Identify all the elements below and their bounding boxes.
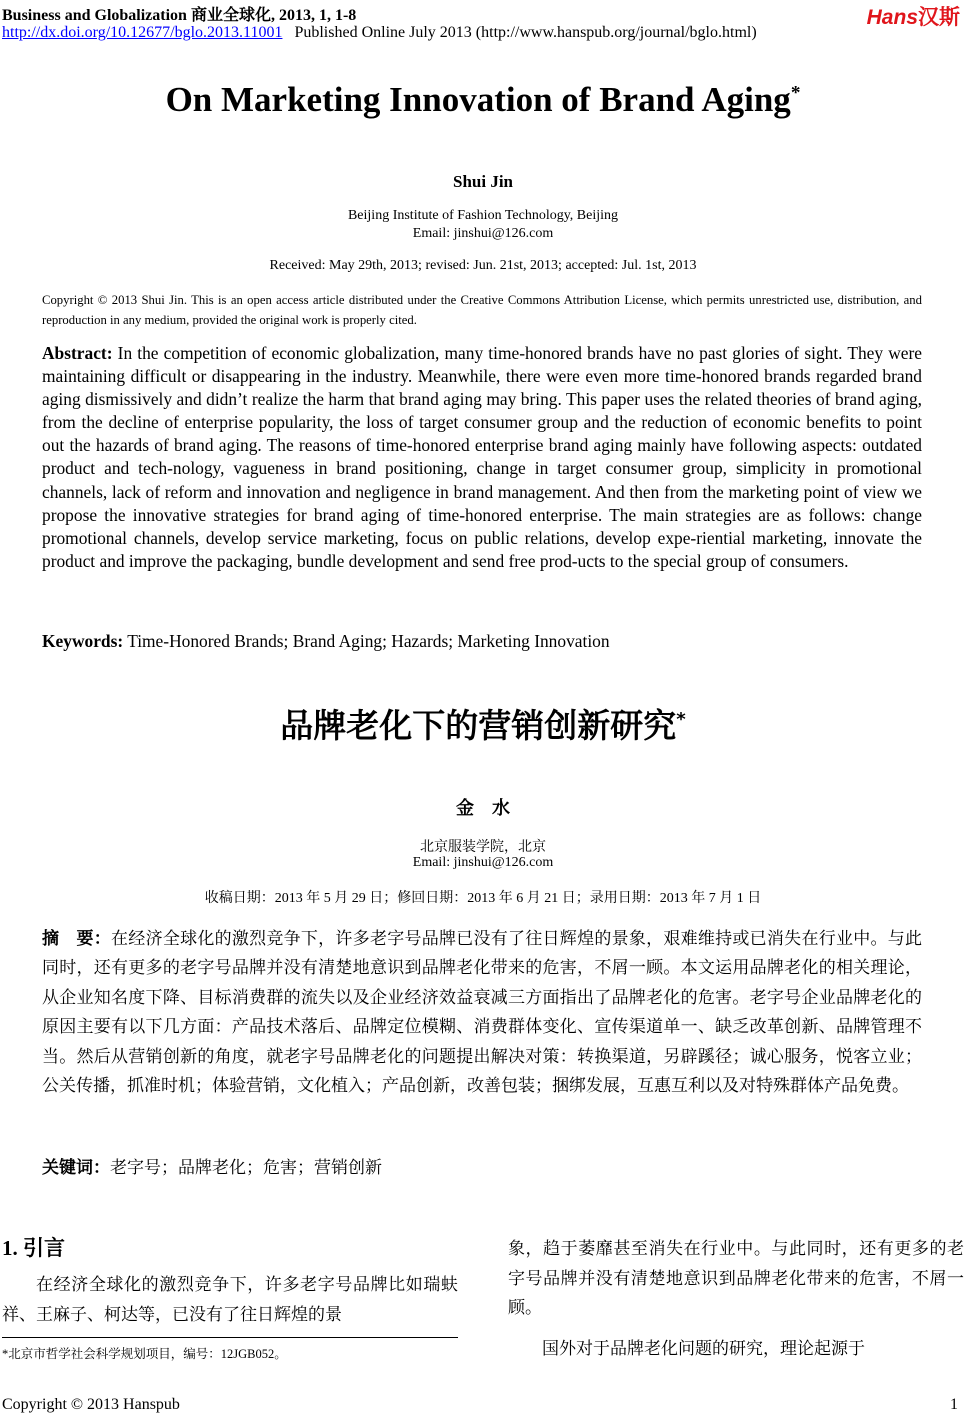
section-heading: 1. 引言: [2, 1236, 65, 1260]
logo-en: Hans: [866, 6, 918, 29]
footnote: *北京市哲学社会科学规划项目，编号：12JGB052。: [2, 1347, 287, 1361]
header-line-2: [2, 24, 757, 42]
right-column-p2: 国外对于品牌老化问题的研究，理论起源于: [542, 1339, 865, 1358]
right-column-p1: 象，趋于萎靡甚至消失在行业中。与此同时，还有更多的老字号品牌并没有清楚地意识到品牌老化带来的危害，不屑一顾。: [508, 1239, 964, 1318]
cn-title-text: 品牌老化下的营销创新研究: [280, 706, 677, 745]
abstract-text: In the competition of economic globalization, many time-honored brands have no past glories of sight. They were maintaining difficult or disappearing in the industry. Meanwhile, there were even more time-honored brands regarded brand aging dismissively and didn’t realize the harm that brand aging may bring. This paper uses the related theories of brand aging, from the decline of enterprise popularity, the loss of target consumer group and the reduction of economic benefits to point out the hazards of brand aging. The reasons of time-honored enterprise brand aging mainly have following aspects: outdated product and tech-nology, vagueness in brand positioning, change in target consumer group, simplicity in promotional channels, lack of reform and innovation and negligence in brand management. And then from the marketing point of view we propose the innovative strategies for brand aging of time-honored enterprise. The main strategies are as follows: change promotional channels, develop service marketing, focus on public relations, develop expe-riential marketing, innovate the product and improve the packaging, bundle development and send free prod-ucts to the special group of consumers.: [42, 343, 922, 571]
cn-keywords-label: 关键词：: [42, 1158, 110, 1177]
keywords: [42, 631, 922, 652]
cn-abstract-text: 在经济全球化的激烈竞争下，许多老字号品牌已没有了往日辉煌的景象，艰难维持或已消失在行业中。与此同时，还有更多的老字号品牌并没有清楚地意识到品牌老化带来的危害，不屑一顾。本文运用品牌老化的相关理论，从企业知名度下降、目标消费群的流失以及企业经济效益衰减三方面指出了品牌老化的危害。老字号企业品牌老化的原因主要有以下几方面：产品技术落后、品牌定位模糊、消费群体变化、宣传渠道单一、缺乏改革创新、品牌管理不当。然后从营销创新的角度，就老字号品牌老化的问题提出解决对策：转换渠道，另辟蹊径；诚心服务，悦客立业；公关传播，抓准时机；体验营销，文化植入；产品创新，改善包装；捆绑发展，互惠互利以及对特殊群体产品免费。: [42, 929, 923, 1096]
footer-copyright: Copyright © 2013 Hanspub: [2, 1396, 180, 1413]
abstract: [42, 342, 922, 573]
hans-logo: [867, 1, 960, 31]
published-info: Published Online July 2013 (http://www.hanspub.org/journal/bglo.html): [294, 24, 757, 41]
keywords-text: Time-Honored Brands; Brand Aging; Hazards; Marketing Innovation: [123, 631, 610, 651]
journal-citation: Business and Globalization 商业全球化, 2013, 1, 1-8: [2, 7, 357, 24]
cn-abstract-label: 摘 要：: [42, 929, 112, 948]
cn-keywords: [42, 1153, 382, 1178]
cn-email: Email: jinshui@126.com: [412, 855, 554, 870]
footnote-rule: [2, 1337, 458, 1338]
cn-affiliation: 北京服装学院，北京: [420, 840, 546, 855]
title-text: On Marketing Innovation of Brand Aging: [165, 80, 791, 119]
abstract-label: Abstract:: [42, 343, 113, 363]
author: Shui Jin: [452, 172, 513, 191]
received-dates: Received: May 29th, 2013; revised: Jun. 21st, 2013; accepted: Jul. 1st, 2013: [269, 258, 697, 273]
email: Email: jinshui@126.com: [412, 226, 554, 241]
title-footnote-mark: *: [790, 82, 801, 104]
paper-title: [0, 80, 966, 120]
cn-title-mark: *: [676, 709, 686, 730]
page-number: 1: [950, 1396, 958, 1413]
cn-title: [0, 700, 966, 747]
cn-dates: 收稿日期：2013 年 5 月 29 日；修回日期：2013 年 6 月 21 日；录用日期：2013 年 7 月 1 日: [204, 891, 762, 906]
cn-keywords-text: 老字号；品牌老化；危害；营销创新: [110, 1158, 382, 1177]
left-column-text: 在经济全球化的激烈竞争下，许多老字号品牌比如瑞蚨祥、王麻子、柯达等，已没有了往日辉煌的景: [2, 1275, 458, 1324]
cn-abstract: [42, 924, 922, 1100]
cn-author: 金 水: [456, 798, 510, 818]
doi-link[interactable]: http://dx.doi.org/10.12677/bglo.2013.11001: [2, 24, 283, 41]
affiliation: Beijing Institute of Fashion Technology, Beijing: [347, 208, 619, 223]
logo-cn: 汉斯: [918, 6, 960, 29]
keywords-label: Keywords:: [42, 631, 124, 651]
copyright-notice: Copyright © 2013 Shui Jin. This is an open access article distributed under the Creative Commons Attribution License, which permits unrestricted use, distribution, and reproduction in any medium, provided the original work is properly cited.: [42, 293, 922, 327]
